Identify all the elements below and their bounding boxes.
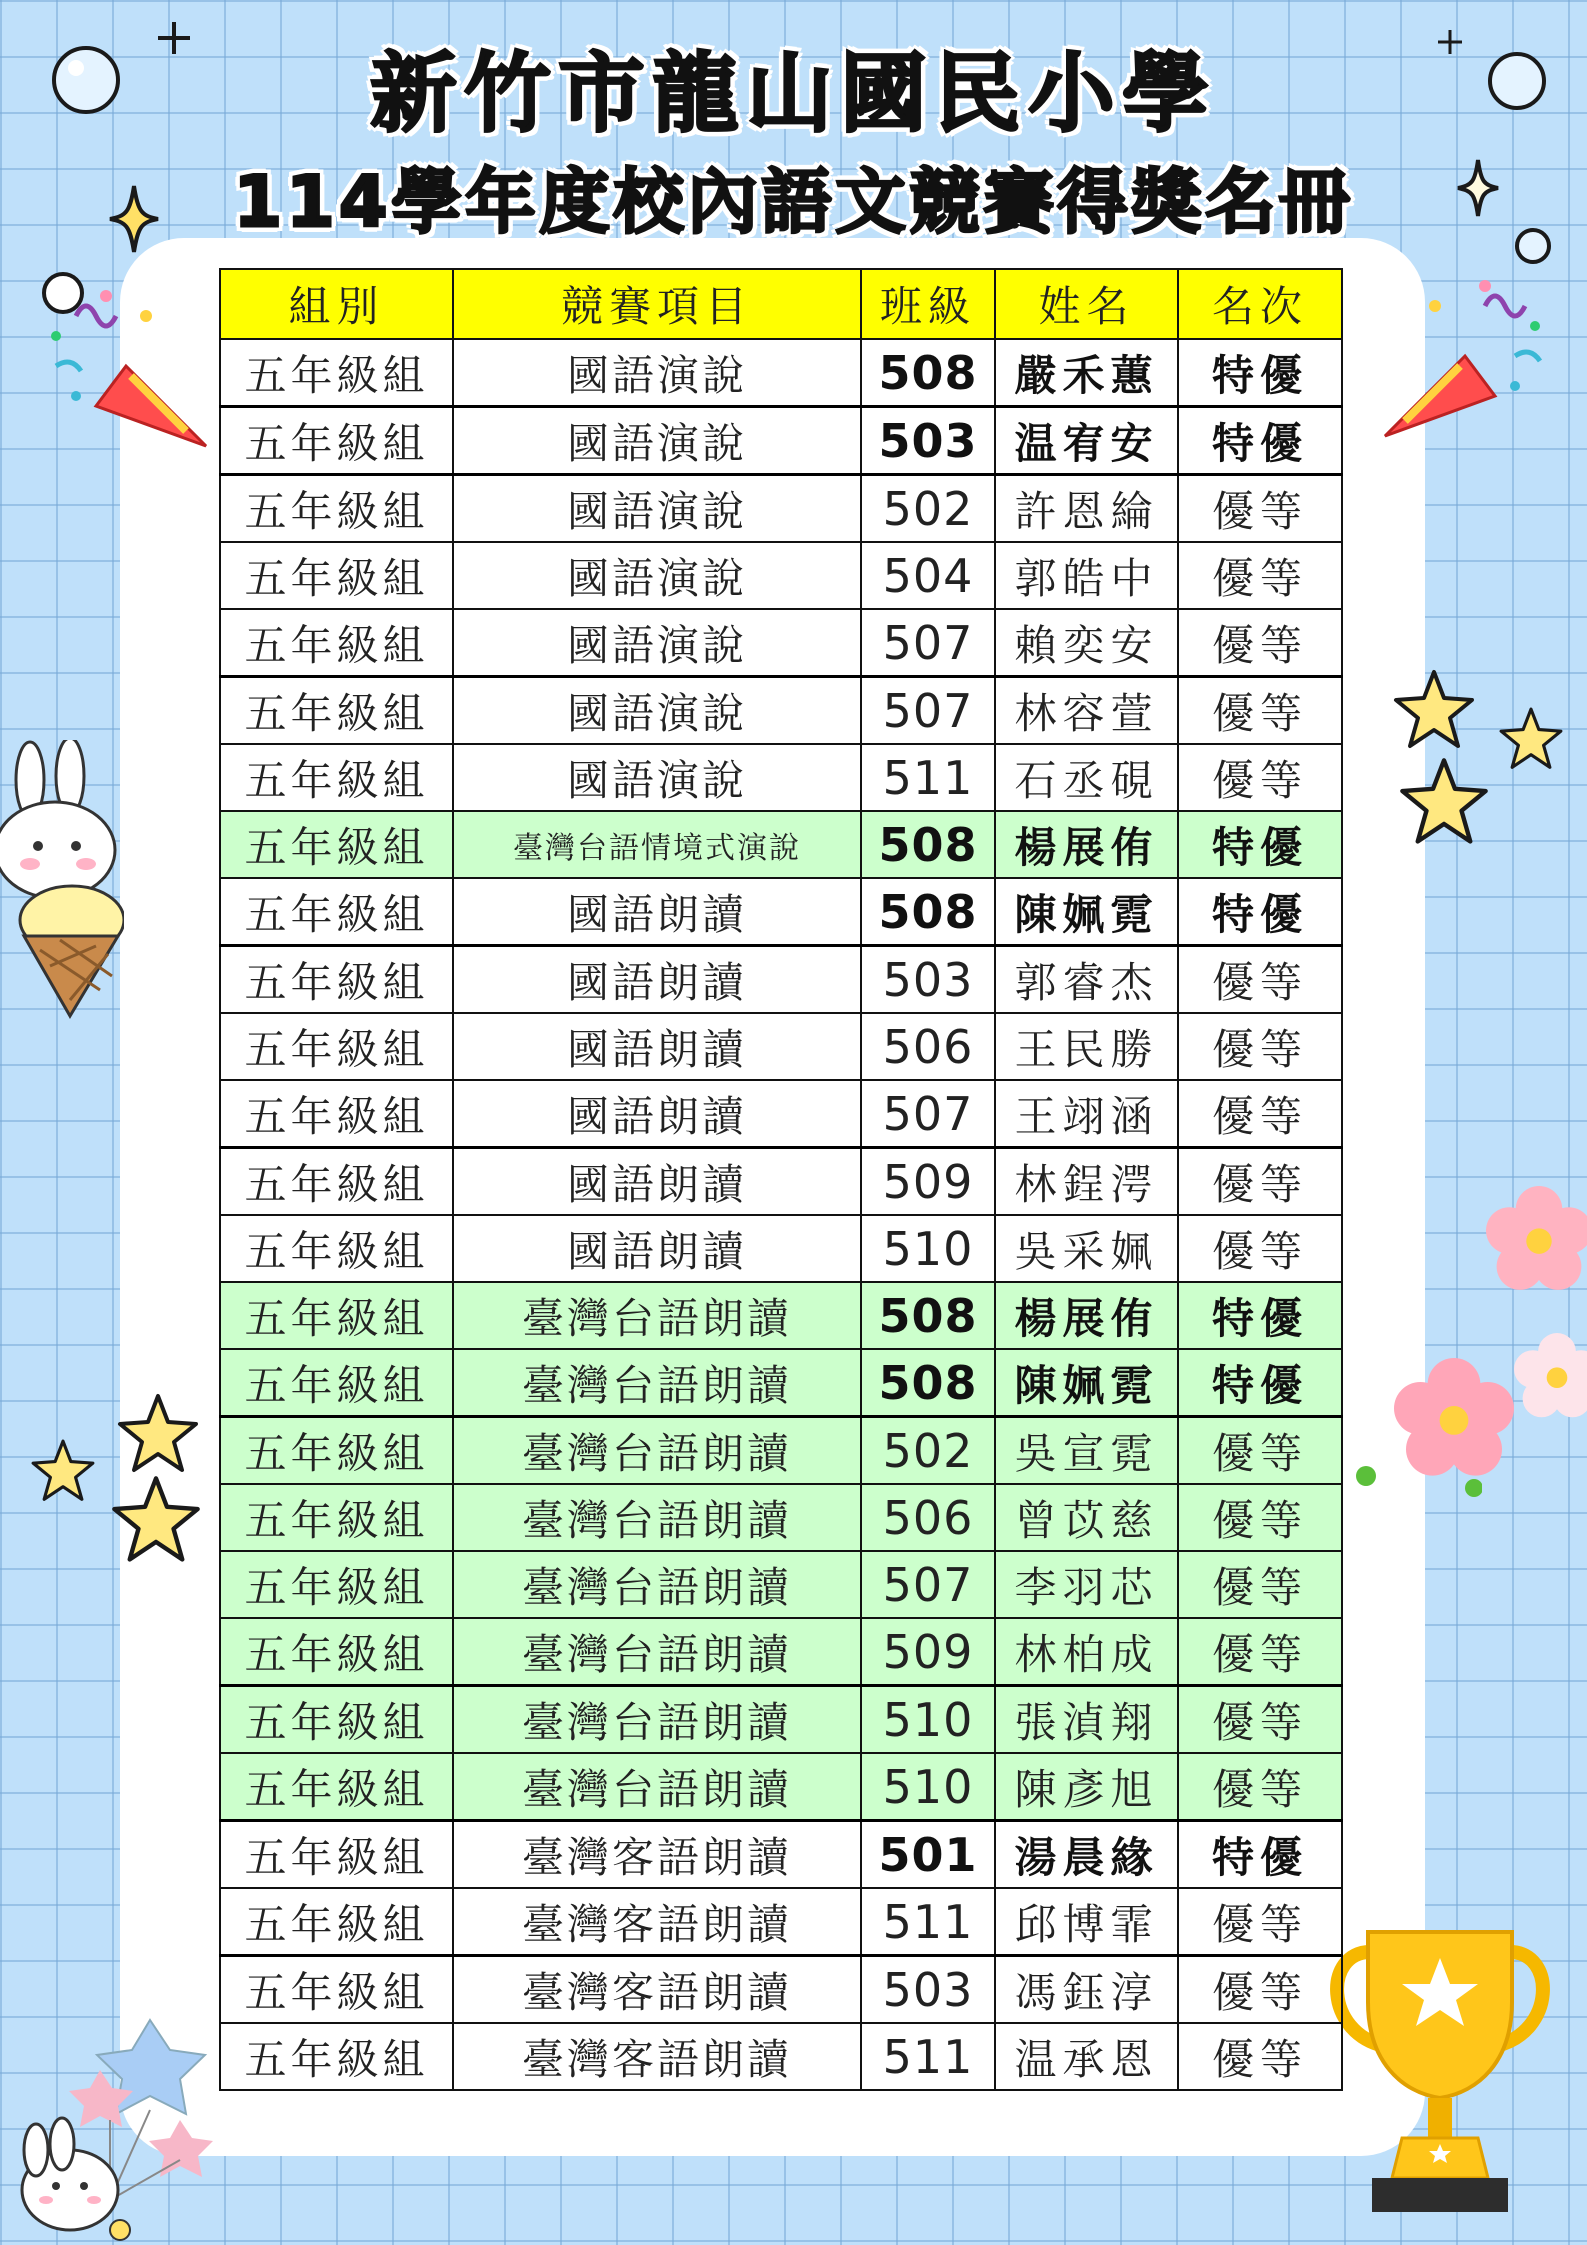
cell-name: 林柏成 xyxy=(995,1618,1178,1686)
cell-event: 國語朗讀 xyxy=(453,1013,861,1080)
cell-class: 502 xyxy=(861,475,995,543)
cell-group: 五年級組 xyxy=(220,475,453,543)
cell-name: 吳采姵 xyxy=(995,1215,1178,1282)
cell-rank: 優等 xyxy=(1178,542,1342,609)
cell-event: 國語演說 xyxy=(453,475,861,543)
cell-name: 陳彥旭 xyxy=(995,1753,1178,1821)
cell-class: 508 xyxy=(861,339,995,407)
cell-class: 501 xyxy=(861,1821,995,1889)
table-row xyxy=(220,1551,1342,1618)
table-row xyxy=(220,2023,1342,2090)
cell-group: 五年級組 xyxy=(220,878,453,946)
star-icon xyxy=(1498,706,1564,772)
cell-group: 五年級組 xyxy=(220,1282,453,1349)
cell-name: 馮鈺淳 xyxy=(995,1956,1178,2024)
cell-name: 陳姵霓 xyxy=(995,1349,1178,1417)
cell-class: 503 xyxy=(861,407,995,475)
table-row xyxy=(220,1484,1342,1551)
cell-name: 王民勝 xyxy=(995,1013,1178,1080)
cell-name: 曾苡慈 xyxy=(995,1484,1178,1551)
cell-event: 國語演說 xyxy=(453,407,861,475)
cell-rank: 優等 xyxy=(1178,1215,1342,1282)
table-row xyxy=(220,339,1342,407)
bunny-icon xyxy=(0,740,124,1020)
cell-class: 511 xyxy=(861,2023,995,2090)
star-icon xyxy=(116,1392,200,1476)
party-popper-icon xyxy=(1375,266,1555,446)
cell-group: 五年級組 xyxy=(220,1484,453,1551)
cell-group: 五年級組 xyxy=(220,1417,453,1485)
cell-group: 五年級組 xyxy=(220,1686,453,1754)
cell-class: 504 xyxy=(861,542,995,609)
cell-class: 511 xyxy=(861,1888,995,1956)
table-row xyxy=(220,475,1342,543)
cell-group: 五年級組 xyxy=(220,1349,453,1417)
cell-class: 502 xyxy=(861,1417,995,1485)
cell-event: 國語演說 xyxy=(453,744,861,811)
cell-event: 國語演說 xyxy=(453,339,861,407)
cell-class: 507 xyxy=(861,609,995,677)
cell-event: 臺灣客語朗讀 xyxy=(453,1821,861,1889)
balloon-icon xyxy=(0,2010,230,2245)
table-row xyxy=(220,1686,1342,1754)
table-row xyxy=(220,407,1342,475)
cell-rank: 優等 xyxy=(1178,1686,1342,1754)
cell-name: 吳宣霓 xyxy=(995,1417,1178,1485)
column-header-name: 姓名 xyxy=(995,269,1178,339)
cell-name: 温承恩 xyxy=(995,2023,1178,2090)
cell-group: 五年級組 xyxy=(220,1215,453,1282)
cell-name: 郭睿杰 xyxy=(995,946,1178,1014)
cell-class: 509 xyxy=(861,1148,995,1216)
cell-rank: 優等 xyxy=(1178,1753,1342,1821)
cell-rank: 優等 xyxy=(1178,677,1342,745)
cell-event: 國語演說 xyxy=(453,542,861,609)
school-title: 新竹市龍山國民小學 xyxy=(370,44,1217,144)
cell-event: 臺灣客語朗讀 xyxy=(453,1888,861,1956)
cell-rank: 優等 xyxy=(1178,1148,1342,1216)
cell-rank: 優等 xyxy=(1178,1618,1342,1686)
cell-name: 王翊涵 xyxy=(995,1080,1178,1148)
cell-group: 五年級組 xyxy=(220,1013,453,1080)
cell-group: 五年級組 xyxy=(220,1618,453,1686)
cell-class: 510 xyxy=(861,1753,995,1821)
cell-event: 臺灣客語朗讀 xyxy=(453,2023,861,2090)
cell-rank: 優等 xyxy=(1178,1417,1342,1485)
cell-group: 五年級組 xyxy=(220,744,453,811)
cell-group: 五年級組 xyxy=(220,1551,453,1618)
column-header-group: 組別 xyxy=(220,269,453,339)
table-row xyxy=(220,609,1342,677)
cell-rank: 優等 xyxy=(1178,2023,1342,2090)
cell-name: 林鋥湂 xyxy=(995,1148,1178,1216)
cell-rank: 特優 xyxy=(1178,1282,1342,1349)
cell-group: 五年級組 xyxy=(220,1148,453,1216)
cell-class: 503 xyxy=(861,1956,995,2024)
column-header-rank: 名次 xyxy=(1178,269,1342,339)
cell-rank: 特優 xyxy=(1178,1349,1342,1417)
table-row xyxy=(220,1753,1342,1821)
table-header-row xyxy=(220,269,1342,339)
table-row xyxy=(220,1215,1342,1282)
cell-event: 國語朗讀 xyxy=(453,1080,861,1148)
cell-rank: 優等 xyxy=(1178,1484,1342,1551)
cell-group: 五年級組 xyxy=(220,946,453,1014)
cell-event: 臺灣台語朗讀 xyxy=(453,1349,861,1417)
table-row xyxy=(220,878,1342,946)
cell-rank: 優等 xyxy=(1178,1013,1342,1080)
cell-event: 臺灣台語朗讀 xyxy=(453,1551,861,1618)
cell-rank: 優等 xyxy=(1178,1551,1342,1618)
cell-class: 508 xyxy=(861,811,995,878)
cell-rank: 特優 xyxy=(1178,339,1342,407)
table-row xyxy=(220,1148,1342,1216)
cell-class: 507 xyxy=(861,677,995,745)
cell-rank: 特優 xyxy=(1178,1821,1342,1889)
cell-group: 五年級組 xyxy=(220,609,453,677)
cell-event: 臺灣台語朗讀 xyxy=(453,1484,861,1551)
cell-name: 石丞硯 xyxy=(995,744,1178,811)
table-row xyxy=(220,1013,1342,1080)
table-row xyxy=(220,1956,1342,2024)
cell-name: 楊展侑 xyxy=(995,1282,1178,1349)
flower-icon xyxy=(1514,1316,1587,1436)
cell-event: 國語朗讀 xyxy=(453,1148,861,1216)
star-icon xyxy=(1398,756,1490,848)
cell-class: 508 xyxy=(861,1282,995,1349)
cell-rank: 優等 xyxy=(1178,1080,1342,1148)
cell-class: 507 xyxy=(861,1080,995,1148)
star-icon xyxy=(1392,668,1476,752)
cell-event: 臺灣客語朗讀 xyxy=(453,1956,861,2024)
cell-name: 陳姵霓 xyxy=(995,878,1178,946)
cell-name: 嚴禾蕙 xyxy=(995,339,1178,407)
table-row xyxy=(220,1080,1342,1148)
star-icon xyxy=(110,1474,202,1566)
cell-name: 郭皓中 xyxy=(995,542,1178,609)
cell-class: 510 xyxy=(861,1686,995,1754)
table-row xyxy=(220,1821,1342,1889)
party-popper-icon xyxy=(36,276,216,456)
cell-class: 508 xyxy=(861,1349,995,1417)
table-row xyxy=(220,1349,1342,1417)
cell-group: 五年級組 xyxy=(220,339,453,407)
cell-rank: 優等 xyxy=(1178,475,1342,543)
cell-group: 五年級組 xyxy=(220,1080,453,1148)
cell-rank: 特優 xyxy=(1178,878,1342,946)
cell-class: 508 xyxy=(861,878,995,946)
cell-group: 五年級組 xyxy=(220,1888,453,1956)
cell-name: 温宥安 xyxy=(995,407,1178,475)
cell-rank: 優等 xyxy=(1178,744,1342,811)
cell-name: 楊展侑 xyxy=(995,811,1178,878)
star-icon xyxy=(30,1438,96,1504)
cell-name: 賴奕安 xyxy=(995,609,1178,677)
cell-name: 湯晨緣 xyxy=(995,1821,1178,1889)
list-title: 114學年度校內語文競賽得獎名冊 xyxy=(233,161,1354,243)
sparkle-icon xyxy=(1352,1460,1482,1500)
cell-group: 五年級組 xyxy=(220,542,453,609)
cell-class: 510 xyxy=(861,1215,995,1282)
trophy-icon xyxy=(1318,1922,1562,2228)
cell-rank: 優等 xyxy=(1178,1888,1342,1956)
cell-name: 張湞翔 xyxy=(995,1686,1178,1754)
table-row xyxy=(220,1888,1342,1956)
cell-group: 五年級組 xyxy=(220,811,453,878)
cell-event: 國語朗讀 xyxy=(453,1215,861,1282)
cell-event: 國語朗讀 xyxy=(453,878,861,946)
cell-class: 506 xyxy=(861,1484,995,1551)
cell-group: 五年級組 xyxy=(220,1956,453,2024)
column-header-event: 競賽項目 xyxy=(453,269,861,339)
cell-name: 邱博霏 xyxy=(995,1888,1178,1956)
cell-rank: 優等 xyxy=(1178,609,1342,677)
cell-event: 臺灣台語情境式演說 xyxy=(453,811,861,878)
table-row xyxy=(220,946,1342,1014)
table-row xyxy=(220,1282,1342,1349)
cell-name: 李羽芯 xyxy=(995,1551,1178,1618)
cell-group: 五年級組 xyxy=(220,1753,453,1821)
cell-class: 511 xyxy=(861,744,995,811)
table-row xyxy=(220,1417,1342,1485)
cell-name: 許恩綸 xyxy=(995,475,1178,543)
cell-rank: 特優 xyxy=(1178,811,1342,878)
cell-event: 臺灣台語朗讀 xyxy=(453,1753,861,1821)
cell-event: 國語演說 xyxy=(453,609,861,677)
cell-group: 五年級組 xyxy=(220,1821,453,1889)
table-row xyxy=(220,1618,1342,1686)
table-row xyxy=(220,542,1342,609)
table-row xyxy=(220,677,1342,745)
cell-event: 國語朗讀 xyxy=(453,946,861,1014)
cell-rank: 特優 xyxy=(1178,407,1342,475)
cell-name: 林容萱 xyxy=(995,677,1178,745)
cell-class: 507 xyxy=(861,1551,995,1618)
cell-class: 506 xyxy=(861,1013,995,1080)
awards-table xyxy=(219,268,1343,2091)
column-header-class: 班級 xyxy=(861,269,995,339)
cell-class: 503 xyxy=(861,946,995,1014)
cell-class: 509 xyxy=(861,1618,995,1686)
cell-group: 五年級組 xyxy=(220,677,453,745)
table-row xyxy=(220,744,1342,811)
cell-event: 臺灣台語朗讀 xyxy=(453,1618,861,1686)
cell-group: 五年級組 xyxy=(220,407,453,475)
cell-rank: 優等 xyxy=(1178,1956,1342,2024)
cell-group: 五年級組 xyxy=(220,2023,453,2090)
cell-event: 臺灣台語朗讀 xyxy=(453,1686,861,1754)
table-row xyxy=(220,811,1342,878)
cell-event: 臺灣台語朗讀 xyxy=(453,1417,861,1485)
cell-event: 臺灣台語朗讀 xyxy=(453,1282,861,1349)
cell-event: 國語演說 xyxy=(453,677,861,745)
flower-icon xyxy=(1486,1186,1587,1292)
cell-rank: 優等 xyxy=(1178,946,1342,1014)
